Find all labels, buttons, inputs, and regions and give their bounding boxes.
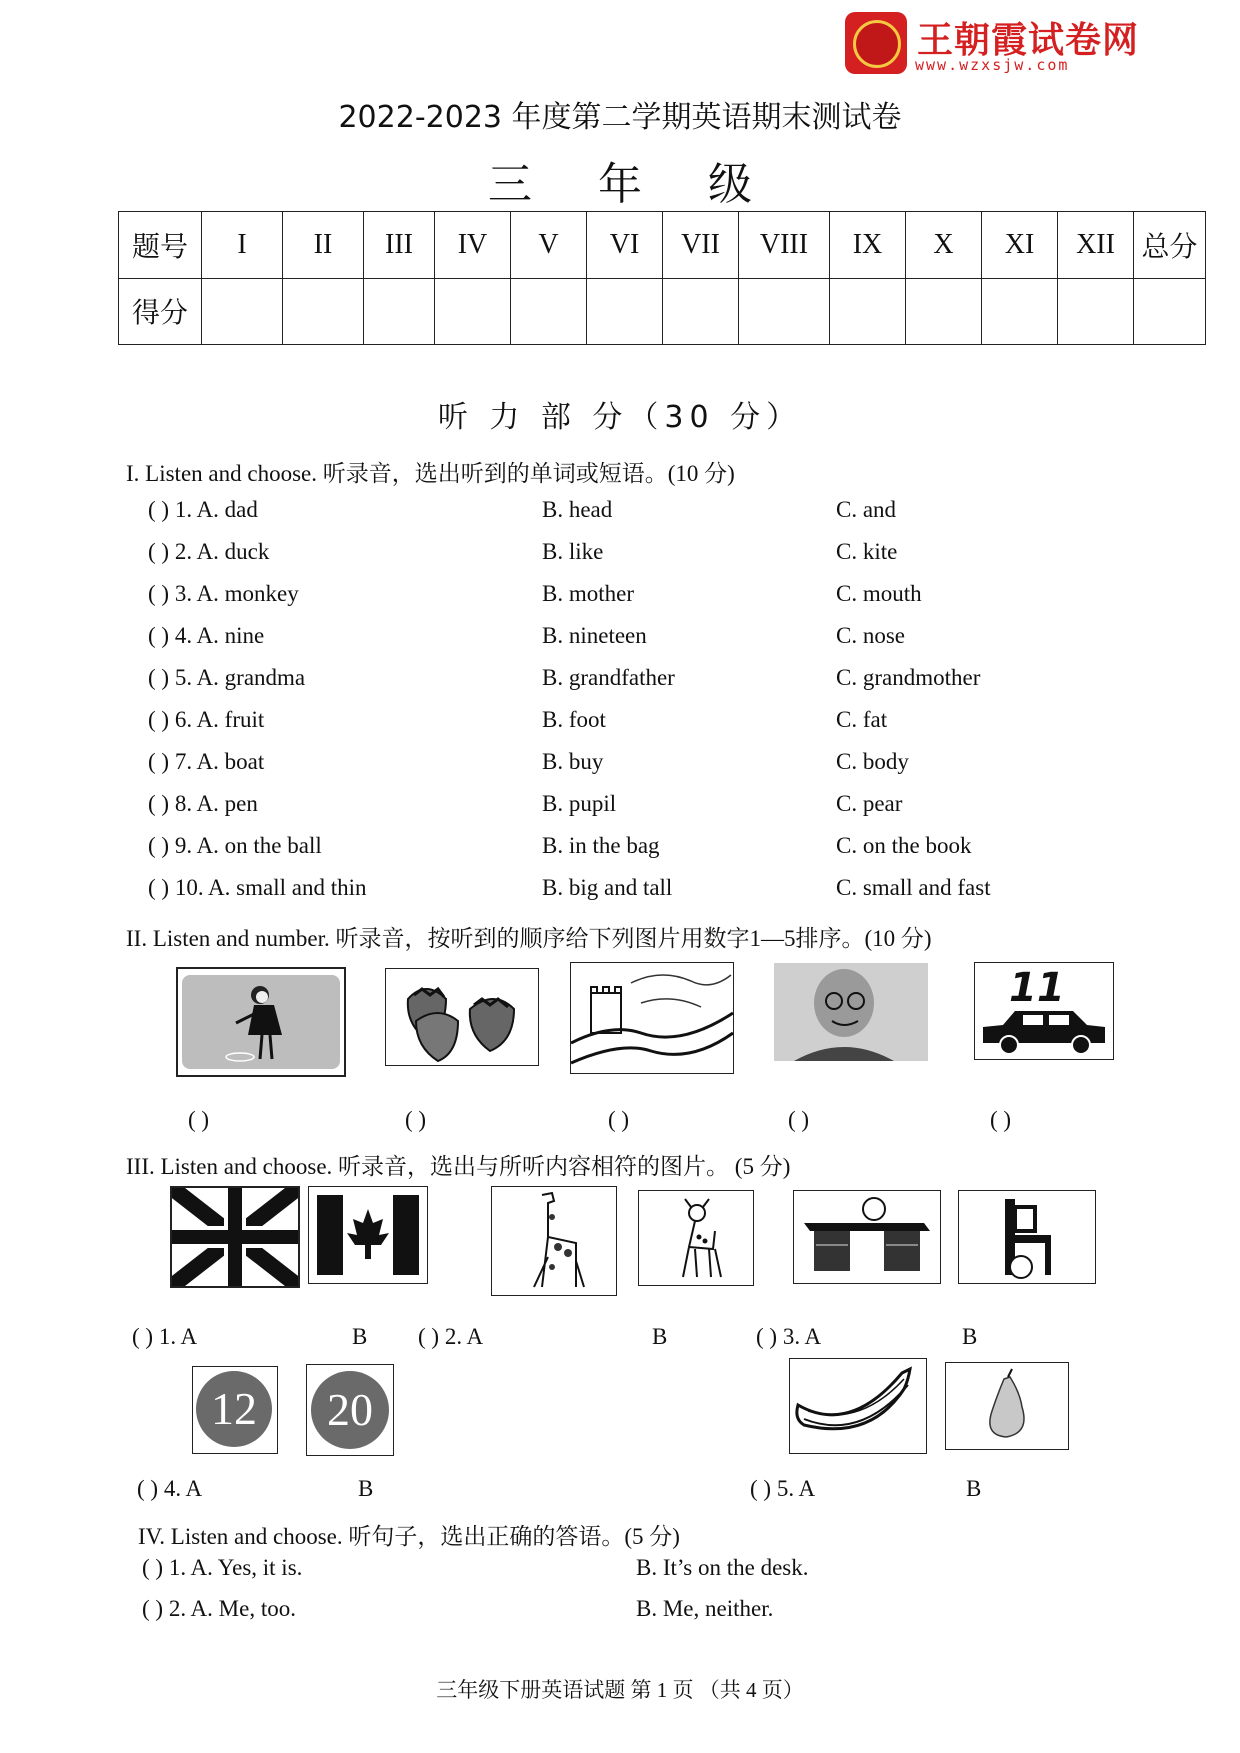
table-cell: 得分 [119,278,202,345]
question-option-a: ( ) 7. A. boat [148,749,265,774]
car-number: 11 [1009,965,1065,1011]
strawberries-picture [385,968,539,1066]
question-option-c: C. and [836,497,897,522]
answer-blank[interactable]: ( ) [990,1107,1012,1132]
question-option-c: C. grandmother [836,665,981,690]
table-cell: XI [982,212,1058,279]
option-b-label: B [358,1476,374,1501]
question-option-c: C. kite [836,539,898,564]
number-12: 12 [196,1371,272,1447]
question-option-a: ( ) 8. A. pen [148,791,258,816]
question-option-a: ( ) 10. A. small and thin [148,875,367,900]
question-option-a: ( ) 3. A. monkey [148,581,299,606]
table-cell: IX [830,212,906,279]
question-option-a: ( ) 2. A. Me, too. [142,1596,296,1621]
option-b-label: B [652,1324,668,1349]
pear-picture [945,1362,1069,1450]
question-option-b: B. buy [542,749,604,774]
question-3-1[interactable]: ( ) 1. A [132,1324,198,1349]
score-cell[interactable] [739,278,830,345]
page-footer: 三年级下册英语试题 第 1 页 （共 4 页） [436,1678,804,1702]
question-option-c: C. pear [836,791,903,816]
question-option-a: ( ) 9. A. on the ball [148,833,322,858]
question-option-a: ( ) 1. A. Yes, it is. [142,1555,303,1580]
table-cell: XII [1058,212,1134,279]
score-cell[interactable] [906,278,982,345]
score-cell[interactable] [202,278,283,345]
banana-picture [789,1358,927,1454]
answer-blank[interactable]: ( ) [608,1107,630,1132]
grandpa-picture [774,963,928,1061]
section4-heading: IV. Listen and choose. 听句子，选出正确的答语。(5 分) [138,1524,680,1549]
table-cell: 题号 [119,212,202,279]
question-option-b: B. like [542,539,604,564]
logo-emblem-icon [845,12,907,74]
option-b-label: B [962,1324,978,1349]
section3-heading: III. Listen and choose. 听录音，选出与所听内容相符的图片。 (5 分) [126,1154,791,1179]
question-option-b: B. Me, neither. [636,1596,774,1621]
logo-url: www.wzxsjw.com [915,56,1070,74]
question-option-b: B. in the bag [542,833,660,858]
table-cell: II [283,212,364,279]
question-option-b: B. grandfather [542,665,675,690]
logo-name: 王朝霞试卷网 [917,20,1140,61]
question-option-c: C. fat [836,707,888,732]
great-wall-picture [570,962,734,1074]
table-cell: I [202,212,283,279]
score-cell[interactable] [364,278,435,345]
question-option-c: C. nose [836,623,905,648]
question-3-5[interactable]: ( ) 5. A [750,1476,816,1501]
question-option-b: B. nineteen [542,623,647,648]
table-cell: VII [663,212,739,279]
table-cell: VI [587,212,663,279]
question-option-c: C. small and fast [836,875,991,900]
question-option-c: C. mouth [836,581,922,606]
question-3-2[interactable]: ( ) 2. A [418,1324,484,1349]
question-option-b: B. mother [542,581,634,606]
table-cell: V [511,212,587,279]
score-table [118,211,1206,345]
car-picture [974,962,1114,1060]
score-cell[interactable] [283,278,364,345]
question-option-a: ( ) 1. A. dad [148,497,258,522]
table-cell: 总分 [1134,212,1206,279]
section2-heading: II. Listen and number. 听录音，按听到的顺序给下列图片用数字1—5排序。(10 分) [126,926,932,951]
grade-title: 三 年 级 [488,159,778,210]
question-option-b: B. foot [542,707,606,732]
number-12-picture [192,1366,278,1454]
table-cell: IV [435,212,511,279]
question-option-b: B. It’s on the desk. [636,1555,809,1580]
question-3-4[interactable]: ( ) 4. A [137,1476,203,1501]
score-table-header-row [119,212,1206,279]
question-option-a: ( ) 2. A. duck [148,539,270,564]
canada-flag-picture [308,1186,428,1284]
giraffe-picture [491,1186,617,1296]
answer-blank[interactable]: ( ) [405,1107,427,1132]
score-table-score-row [119,278,1206,345]
option-b-label: B [352,1324,368,1349]
section1-heading: I. Listen and choose. 听录音，选出听到的单词或短语。(10 分) [126,461,735,486]
question-3-3[interactable]: ( ) 3. A [756,1324,822,1349]
score-cell[interactable] [1134,278,1206,345]
girl-picture [176,967,346,1077]
number-20-picture [306,1364,394,1456]
score-cell[interactable] [830,278,906,345]
answer-blank[interactable]: ( ) [788,1107,810,1132]
deer-picture [638,1190,754,1286]
question-option-a: ( ) 5. A. grandma [148,665,306,690]
score-cell[interactable] [1058,278,1134,345]
table-cell: III [364,212,435,279]
uk-flag-picture [170,1186,300,1288]
question-option-c: C. body [836,749,909,774]
score-cell[interactable] [435,278,511,345]
question-option-b: B. pupil [542,791,617,816]
question-option-b: B. big and tall [542,875,673,900]
table-cell: X [906,212,982,279]
question-option-c: C. on the book [836,833,972,858]
option-b-label: B [966,1476,982,1501]
listening-section-header: 听 力 部 分（30 分） [437,400,803,435]
site-logo [845,12,1175,74]
score-cell[interactable] [982,278,1058,345]
score-cell[interactable] [663,278,739,345]
score-cell[interactable] [587,278,663,345]
answer-blank[interactable]: ( ) [188,1107,210,1132]
question-option-b: B. head [542,497,613,522]
number-20: 20 [311,1371,389,1449]
question-option-a: ( ) 4. A. nine [148,623,265,648]
score-cell[interactable] [511,278,587,345]
chair-picture [958,1190,1096,1284]
desk-picture [793,1190,941,1284]
table-cell: VIII [739,212,830,279]
exam-title: 2022-2023 年度第二学期英语期末测试卷 [338,100,902,135]
question-option-a: ( ) 6. A. fruit [148,707,265,732]
